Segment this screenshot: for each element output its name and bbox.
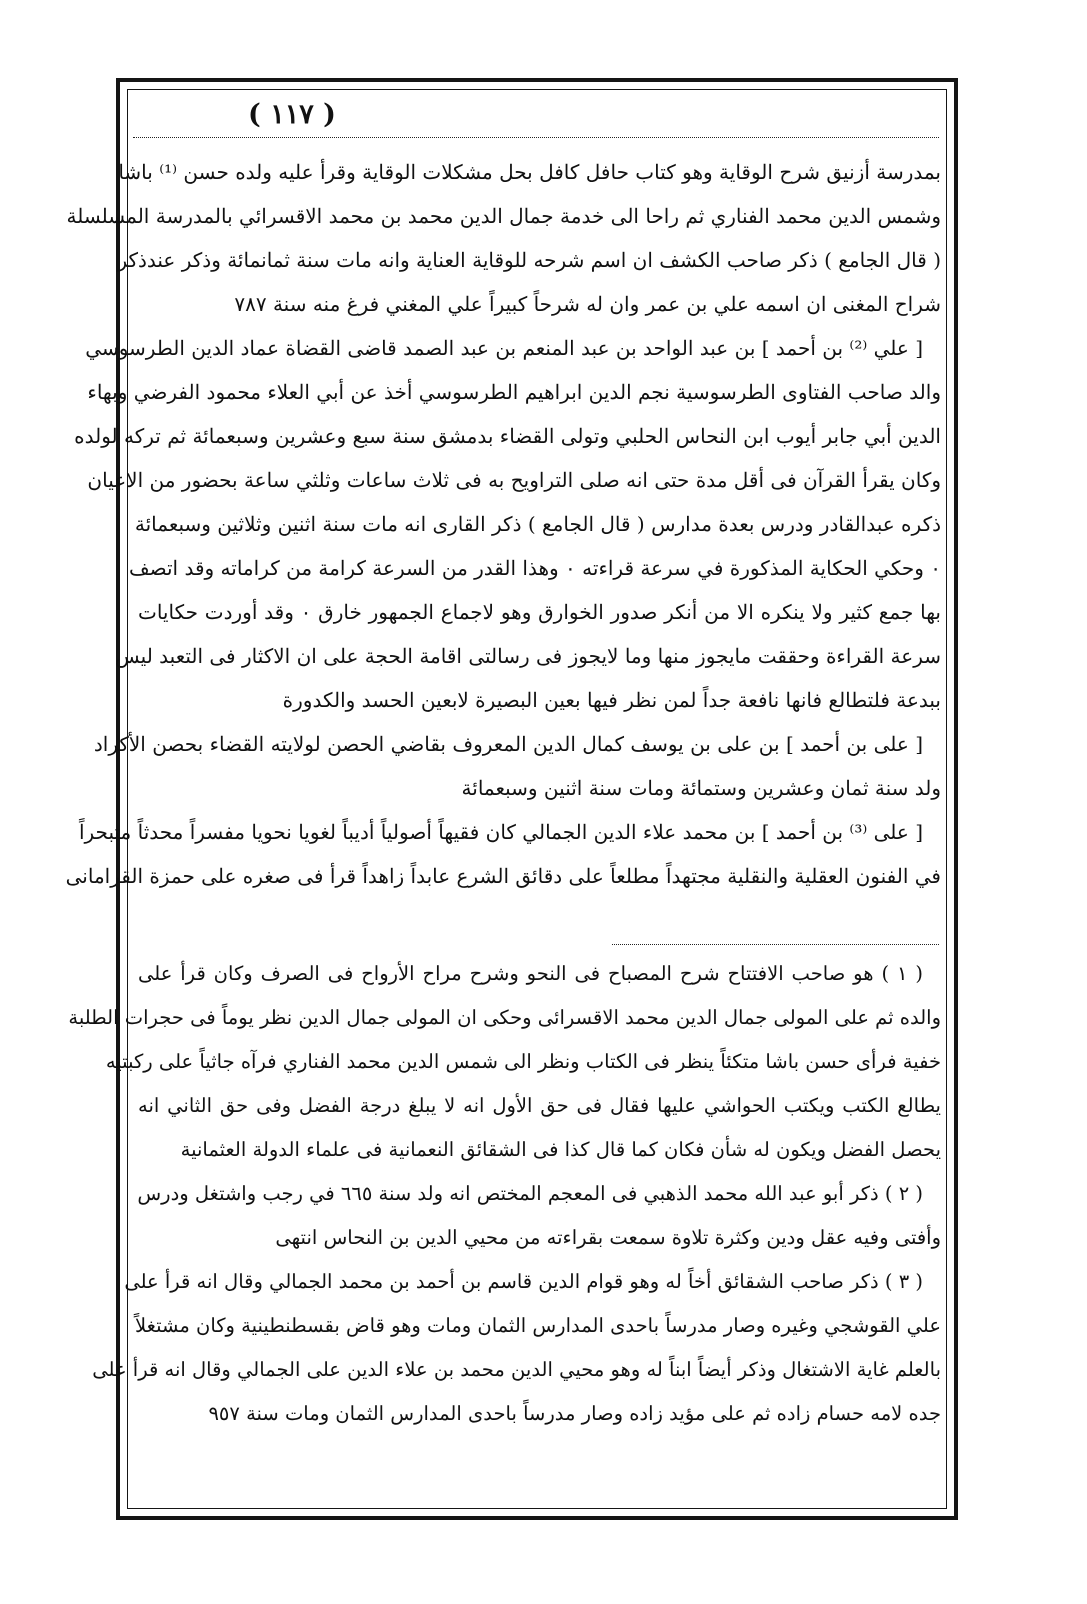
text-line: والد صاحب الفتاوى الطرسوسية نجم الدين ابراهيم الطرسوسي أخذ عن أبي العلاء محمود الفرضي وبهاء xyxy=(87,380,941,404)
text-line: سرعة القراءة وحققت مايجوز منها وما لايجوز فى رسالتى اقامة الحجة على ان الاكثار فى التعبد ليس xyxy=(115,644,941,668)
body-text xyxy=(65,150,941,898)
text-line: بها جمع كثير ولا ينكره الا من أنكر صدور الخوارق وهو لاجماع الجمهور خارق ٠ وقد أوردت حكايات xyxy=(138,600,941,624)
text-line: شراح المغنى ان اسمه علي بن عمر وان له شرحاً كبيراً علي المغني فرغ منه سنة ٧٨٧ xyxy=(234,292,941,316)
text-line: [ علي ⁽²⁾ بن أحمد ] بن عبد الواحد بن عبد المنعم بن عبد الصمد قاضى القضاة عماد الدين الطرسوسي xyxy=(85,336,923,360)
text-line: وشمس الدين محمد الفناري ثم راحا الى خدمة جمال الدين محمد بن محمد الاقسرائي بالمدرسة المسلسلة xyxy=(66,204,941,228)
text-line: ٠ وحكي الحكاية المذكورة في سرعة قراءته ٠ وهذا القدر من السرعة كرامة من كراماته وقد اتصف xyxy=(128,556,941,580)
text-line: ( قال الجامع ) ذكر صاحب الكشف ان اسم شرحه للوقاية العناية وانه مات سنة ثمانمائة وذكر عندذكر xyxy=(117,248,941,272)
footnote-divider xyxy=(612,944,939,945)
footnote-line: ( ٣ ) ذكر صاحب الشقائق أخاً له وهو قوام الدين قاسم بن أحمد بن محمد الجمالي وقال انه قرأ على xyxy=(124,1270,923,1293)
footnote-line: ( ٢ ) ذكر أبو عبد الله محمد الذهبي فى المعجم المختص انه ولد سنة ٦٦٥ في رجب واشتغل ودرس xyxy=(137,1182,923,1205)
text-line: ذكره عبدالقادر ودرس بعدة مدارس ( قال الجامع ) ذكر القارى انه مات سنة اثنين وثلاثين وسبعمائة xyxy=(134,512,941,536)
footnote-line: جده لامه حسام زاده ثم على مؤيد زاده وصار مدرساً باحدى المدارس الثمان ومات سنة ٩٥٧ xyxy=(208,1402,941,1425)
footnote-line: والده ثم على المولى جمال الدين محمد الاقسرائى وحكى ان المولى جمال الدين نظر يوماً فى حجرات الطلبة xyxy=(68,1006,941,1029)
header-divider xyxy=(133,137,939,138)
text-line: ولد سنة ثمان وعشرين وستمائة ومات سنة اثنين وسبعمائة xyxy=(461,776,941,800)
footnote-line: خفية فرأى حسن باشا متكئاً ينظر فى الكتاب ونظر الى شمس الدين محمد الفناري فرآه جاثياً على ركبتيه xyxy=(105,1050,941,1073)
footnote-line: علي القوشجي وغيره وصار مدرساً باحدى المدارس الثمان ومات وهو قاض بقسطنطينية وكان مشتغلاً xyxy=(135,1314,941,1337)
page-number: ( ١١٧ ) xyxy=(248,99,336,130)
text-line: [ على ⁽³⁾ بن أحمد ] بن محمد علاء الدين الجمالي كان فقيهاً أصولياً أديباً لغويا نحويا مفسراً محدثاً متبحراً xyxy=(78,820,923,844)
footnote-line: ( ١ ) هو صاحب الافتتاح شرح المصباح فى النحو وشرح مراح الأرواح فى الصرف وكان قرأ على xyxy=(138,962,923,985)
footnote-line: وأفتى وفيه عقل ودين وكثرة تلاوة سمعت بقراءته من محيي الدين بن النحاس انتهى xyxy=(275,1226,941,1249)
text-line: بمدرسة أزنيق شرح الوقاية وهو كتاب حافل كافل بحل مشكلات الوقاية وقرأ عليه ولده حسن ⁽¹⁾ باشا xyxy=(118,160,941,184)
footnote-line: بالعلم غاية الاشتغال وذكر أيضاً ابناً له وهو محيي الدين محمد بن علاء الدين على الجمالي وقال انه قرأ على xyxy=(92,1358,941,1381)
text-line: ببدعة فلتطالع فانها نافعة جداً لمن نظر فيها بعين البصيرة لابعين الحسد والكدورة xyxy=(282,688,941,712)
footnote-line: يحصل الفضل ويكون له شأن فكان كما قال كذا فى الشقائق النعمانية فى علماء الدولة العثمانية xyxy=(180,1138,941,1161)
text-line: وكان يقرأ القرآن فى أقل مدة حتى انه صلى التراويح به فى ثلاث ساعات وثلثي ساعة بحضور من الاعيان xyxy=(87,468,941,492)
text-line: [ على بن أحمد ] بن على بن يوسف كمال الدين المعروف بقاضي الحصن لولايته القضاء بحصن الأكراد xyxy=(93,732,923,756)
text-line: الدين أبي جابر أيوب ابن النحاس الحلبي وتولى القضاء بدمشق سنة سبع وعشرين وسبعمائة ثم تركه لولده xyxy=(74,424,941,448)
text-line: في الفنون العقلية والنقلية مجتهداً مطلعاً على دقائق الشرع عابداً زاهداً قرأ فى صغره على حمزة القرامانى xyxy=(65,864,941,888)
footnote-line: يطالع الكتب ويكتب الحواشي عليها فقال فى حق الأول انه لا يبلغ درجة الفضل وفى حق الثاني انه xyxy=(138,1094,941,1117)
footnotes xyxy=(68,952,941,1436)
